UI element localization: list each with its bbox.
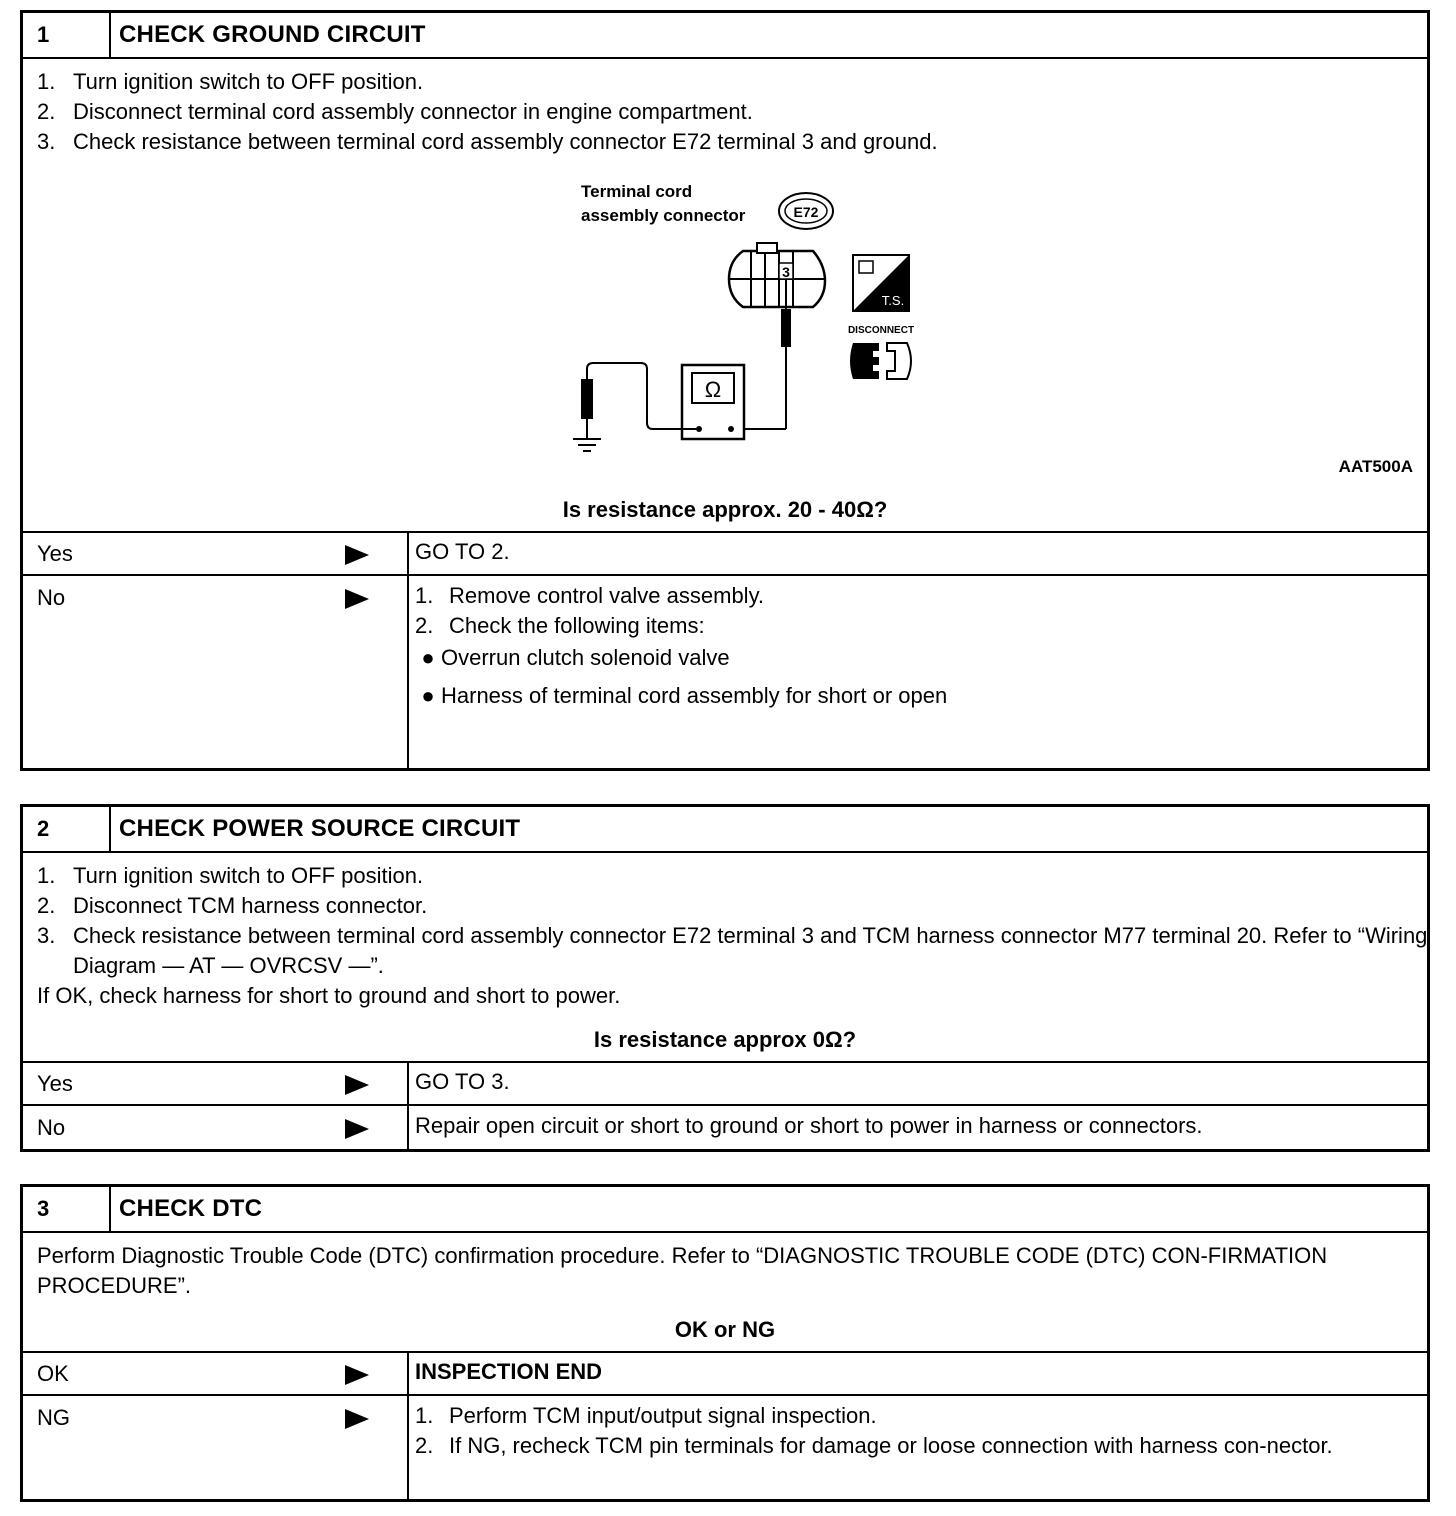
step-1-box xyxy=(20,10,1430,771)
step-question: Is resistance approx. 20 - 40Ω? xyxy=(562,497,888,522)
result-answer: NG xyxy=(37,1405,70,1430)
procedure-list xyxy=(37,861,1428,981)
bullet-icon: ● xyxy=(421,683,435,708)
svg-text:E72: E72 xyxy=(793,204,819,220)
step-header xyxy=(23,13,1427,59)
action-item: 1. Remove control valve assembly. xyxy=(415,583,765,608)
step-title: CHECK DTC xyxy=(119,1195,263,1222)
step-question: Is resistance approx 0Ω? xyxy=(593,1027,857,1052)
svg-text:DISCONNECT: DISCONNECT xyxy=(847,325,915,336)
connector-label: Terminal cord xyxy=(581,182,693,201)
result-answer: Yes xyxy=(37,541,73,566)
result-action: INSPECTION END xyxy=(415,1359,603,1384)
step-number: 3 xyxy=(23,1187,111,1231)
step-3-box xyxy=(20,1184,1430,1502)
ground-icon xyxy=(573,363,699,451)
step-title: CHECK GROUND CIRCUIT xyxy=(119,21,426,48)
divider xyxy=(23,574,1427,576)
result-action-list xyxy=(415,1401,1417,1461)
divider xyxy=(23,1351,1427,1353)
result-answer: OK xyxy=(37,1361,69,1386)
arrow-icon xyxy=(345,545,369,565)
action-item: 2. Check the following items: xyxy=(415,613,705,638)
figure-code: AAT500A xyxy=(1338,457,1413,476)
divider xyxy=(23,1394,1427,1396)
divider xyxy=(23,531,1427,533)
arrow-icon xyxy=(345,1075,369,1095)
connector-icon xyxy=(729,243,825,307)
step-header xyxy=(23,807,1427,853)
procedure-list xyxy=(37,67,1417,157)
result-action: GO TO 3. xyxy=(415,1069,510,1094)
svg-text:3: 3 xyxy=(782,264,790,280)
svg-text:T.S.: T.S. xyxy=(881,293,905,308)
result-action: GO TO 2. xyxy=(415,539,510,564)
result-answer: No xyxy=(37,1115,66,1140)
ohmmeter-icon xyxy=(682,365,744,439)
column-divider xyxy=(407,1351,409,1499)
action-item: 1. Perform TCM input/output signal inspection. xyxy=(415,1403,877,1428)
divider xyxy=(23,1061,1427,1063)
disconnect-icon xyxy=(848,325,914,379)
procedure-item: 2. Disconnect TCM harness connector. xyxy=(37,893,428,918)
test-symbol-icon xyxy=(853,255,909,311)
result-answer: No xyxy=(37,585,66,610)
procedure-item: 2. Disconnect terminal cord assembly connector in engine compartment. xyxy=(37,99,753,124)
step-header xyxy=(23,1187,1427,1233)
arrow-icon xyxy=(345,1409,369,1429)
step-title: CHECK POWER SOURCE CIRCUIT xyxy=(119,815,521,842)
procedure-text: Perform Diagnostic Trouble Code (DTC) confirmation procedure. Refer to “DIAGNOSTIC TROUBLE CODE (DTC) CON-FIRMATION PROCEDURE”. xyxy=(37,1243,1328,1298)
connector-label: assembly connector xyxy=(581,206,746,225)
result-action: Repair open circuit or short to ground or short to power in harness or connectors. xyxy=(415,1113,1203,1138)
column-divider xyxy=(407,531,409,771)
bullet-item: ● Overrun clutch solenoid valve xyxy=(415,643,1417,673)
bullet-icon: ● xyxy=(421,645,435,670)
step-number: 1 xyxy=(23,13,111,57)
arrow-icon xyxy=(345,1365,369,1385)
connector-code-badge xyxy=(779,193,833,229)
procedure-item: 3. Check resistance between terminal cord assembly connector E72 terminal 3 and ground. xyxy=(37,129,938,154)
step-2-box xyxy=(20,804,1430,1152)
arrow-icon xyxy=(345,589,369,609)
procedure-item: 3. Check resistance between terminal cord assembly connector E72 terminal 3 and TCM harness connector M77 terminal 20. Refer to “Wiring Diagram — AT — OVRCSV —”. xyxy=(37,923,1428,978)
step-number: 2 xyxy=(23,807,111,851)
connector-diagram xyxy=(543,173,943,463)
divider xyxy=(23,1104,1427,1106)
procedure-item: 1. Turn ignition switch to OFF position. xyxy=(37,69,424,94)
bullet-item: ● Harness of terminal cord assembly for short or open xyxy=(415,681,1417,711)
svg-text:Ω: Ω xyxy=(704,377,722,402)
result-action-list xyxy=(415,581,1417,711)
step-question: OK or NG xyxy=(674,1317,776,1342)
procedure-item: 1. Turn ignition switch to OFF position. xyxy=(37,863,424,888)
result-answer: Yes xyxy=(37,1071,73,1096)
step-note: If OK, check harness for short to ground and short to power. xyxy=(37,983,621,1008)
arrow-icon xyxy=(345,1119,369,1139)
action-item: 2. If NG, recheck TCM pin terminals for damage or loose connection with harness con-nector. xyxy=(415,1433,1333,1458)
